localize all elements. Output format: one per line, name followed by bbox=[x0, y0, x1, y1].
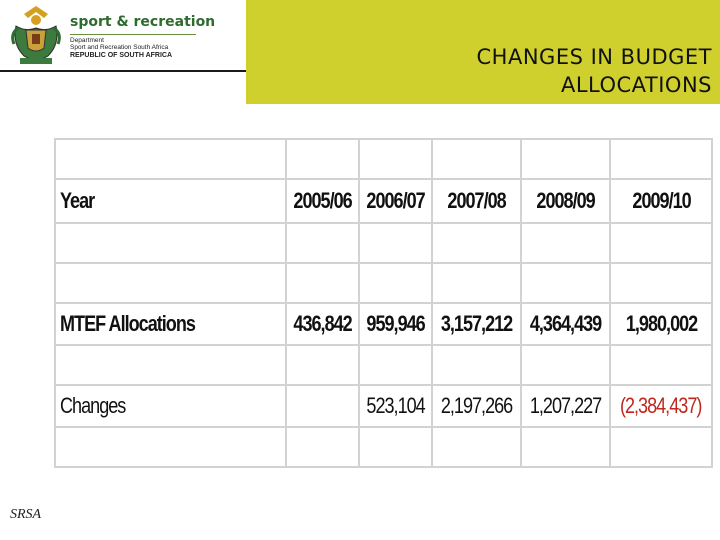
footer-label: SRSA bbox=[10, 507, 42, 522]
logo-department-line2: Sport and Recreation South Africa bbox=[70, 44, 169, 51]
year-cell: 2008/09 bbox=[521, 179, 610, 223]
coat-of-arms-icon bbox=[8, 4, 64, 66]
row-label-mtef: MTEF Allocations bbox=[55, 303, 286, 345]
table-row-year bbox=[55, 179, 712, 223]
department-logo bbox=[0, 0, 245, 72]
changes-cell: 2,197,266 bbox=[432, 385, 521, 427]
year-cell: 2007/08 bbox=[432, 179, 521, 223]
mtef-cell: 4,364,439 bbox=[521, 303, 610, 345]
table-row-mtef bbox=[55, 303, 712, 345]
header-divider bbox=[0, 70, 246, 72]
table-row-spacer bbox=[55, 223, 712, 263]
row-label-changes: Changes bbox=[55, 385, 286, 427]
slide-title-line2: ALLOCATIONS bbox=[560, 73, 712, 97]
year-cell: 2009/10 bbox=[610, 179, 711, 223]
changes-cell bbox=[286, 385, 359, 427]
mtef-cell: 1,980,002 bbox=[610, 303, 711, 345]
logo-department-line1: Department bbox=[70, 37, 104, 44]
mtef-cell: 436,842 bbox=[286, 303, 359, 345]
mtef-cell: 959,946 bbox=[359, 303, 432, 345]
slide-title-banner bbox=[246, 0, 720, 104]
logo-divider bbox=[70, 34, 196, 35]
budget-table bbox=[54, 138, 713, 468]
slide-title-line1: CHANGES IN BUDGET bbox=[476, 45, 712, 69]
changes-cell: 523,104 bbox=[359, 385, 432, 427]
row-label-year: Year bbox=[55, 179, 286, 223]
table-row-spacer bbox=[55, 345, 712, 385]
table-row-changes bbox=[55, 385, 712, 427]
table-row-spacer bbox=[55, 139, 712, 179]
table-row-spacer bbox=[55, 263, 712, 303]
year-cell: 2006/07 bbox=[359, 179, 432, 223]
changes-cell-negative: (2,384,437) bbox=[610, 385, 711, 427]
logo-country: REPUBLIC OF SOUTH AFRICA bbox=[70, 52, 173, 59]
changes-cell: 1,207,227 bbox=[521, 385, 610, 427]
table-row-spacer bbox=[55, 427, 712, 467]
mtef-cell: 3,157,212 bbox=[432, 303, 521, 345]
year-cell: 2005/06 bbox=[286, 179, 359, 223]
logo-title: sport & recreation bbox=[70, 14, 216, 30]
